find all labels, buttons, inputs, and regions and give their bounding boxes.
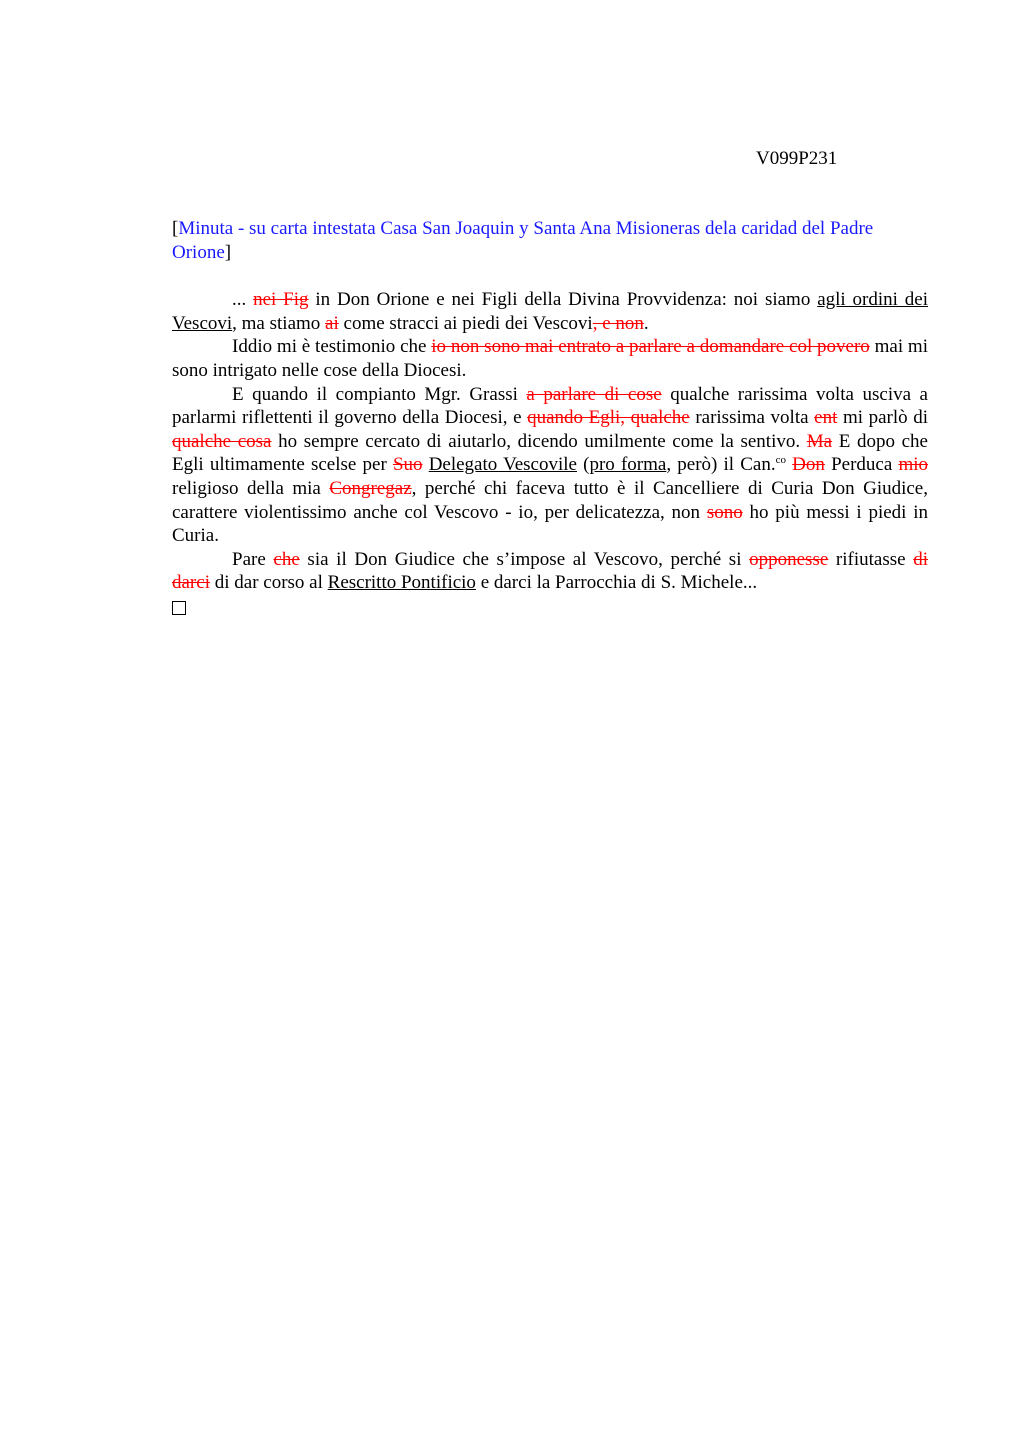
deleted-text: quando Egli, qualche [527, 407, 690, 429]
text-run: qualche rarissima volta usciva a parlarmi riflettenti il governo della Diocesi, e [172, 383, 928, 429]
text-run: E quando il compianto Mgr. Grassi [232, 383, 527, 405]
text-run: Pare [232, 548, 274, 570]
paragraph-1 [172, 288, 928, 335]
text-run: ho più messi i piedi in Curia. [172, 501, 928, 547]
deleted-text: ai [325, 312, 339, 334]
text-run: rarissima volta [689, 407, 815, 429]
text-run: in Don Orione e nei Figli della Divina Provvidenza: noi siamo [308, 289, 818, 311]
deleted-text: opponesse [749, 548, 829, 570]
deleted-text: io non sono mai entrato a parlare a domandare col povero [431, 336, 870, 358]
square-icon [172, 601, 186, 615]
deleted-text: ent [814, 407, 838, 429]
paragraph-3 [172, 383, 928, 548]
text-run: ho sempre cercato di aiutarlo, dicendo umilmente come la sentivo. [271, 430, 807, 452]
text-run: , perché chi faceva tutto è il Cancelliere di Curia Don Giudice, carattere violentissimo anche col Vescovo - io, per delicatezza, non [172, 477, 928, 523]
header-note [172, 217, 928, 264]
text-run: . [643, 312, 649, 334]
text-run: rifiutasse [828, 548, 914, 570]
deleted-text: che [273, 548, 300, 570]
text-run: mai mi sono intrigato nelle cose della Diocesi. [172, 336, 928, 381]
deleted-text: Ma [806, 430, 833, 452]
text-run: , ma stiamo [232, 312, 326, 334]
bracket-open: [ [172, 218, 179, 239]
text-run: religioso della mia [172, 477, 330, 499]
deleted-text: di darci [172, 548, 928, 594]
text-run: di dar corso al [209, 572, 328, 594]
text-run: sia il Don Giudice che s’impose al Vescovo, perché si [299, 548, 750, 570]
deleted-text: sono [706, 501, 743, 523]
page-id: V099P231 [756, 148, 838, 169]
text-run: ... [232, 289, 254, 311]
deleted-text: , e non [592, 312, 644, 334]
end-marker [172, 595, 928, 622]
text-run: e darci la Parrocchia di S. Michele... [475, 572, 758, 594]
underlined-text: agli ordini dei Vescovi [172, 289, 929, 334]
deleted-text: nei Fig [253, 289, 309, 311]
deleted-text: Suo [392, 454, 423, 476]
bracket-close: ] [224, 241, 232, 263]
deleted-text: Don [792, 454, 825, 476]
document-body [172, 217, 928, 622]
text-run: Perduca [824, 454, 899, 476]
text-run: Iddio mi è testimonio che [232, 336, 432, 358]
text-run: mi parlò di [837, 407, 928, 429]
text-run: E dopo che Egli ultimamente scelse per [172, 430, 928, 476]
deleted-text: Congregaz [329, 477, 412, 499]
deleted-text: a parlare di cose [526, 383, 662, 405]
text-run: come stracci ai piedi dei Vescovi [338, 312, 593, 334]
text-run: ( [576, 454, 590, 476]
underlined-text: Rescritto Pontificio [327, 572, 476, 594]
superscript: co [775, 454, 786, 467]
underlined-text: Delegato Vescovile [428, 454, 577, 476]
header-note-text: Minuta - su carta intestata Casa San Joaquin y Santa Ana Misioneras dela caridad del Padre Orione [172, 218, 874, 263]
text-run: , però) il Can. [666, 454, 776, 476]
deleted-text: qualche cosa [172, 430, 272, 452]
underlined-text: pro forma [589, 454, 667, 476]
paragraph-4 [172, 548, 928, 595]
deleted-text: mio [898, 454, 928, 476]
paragraph-2 [172, 335, 928, 382]
